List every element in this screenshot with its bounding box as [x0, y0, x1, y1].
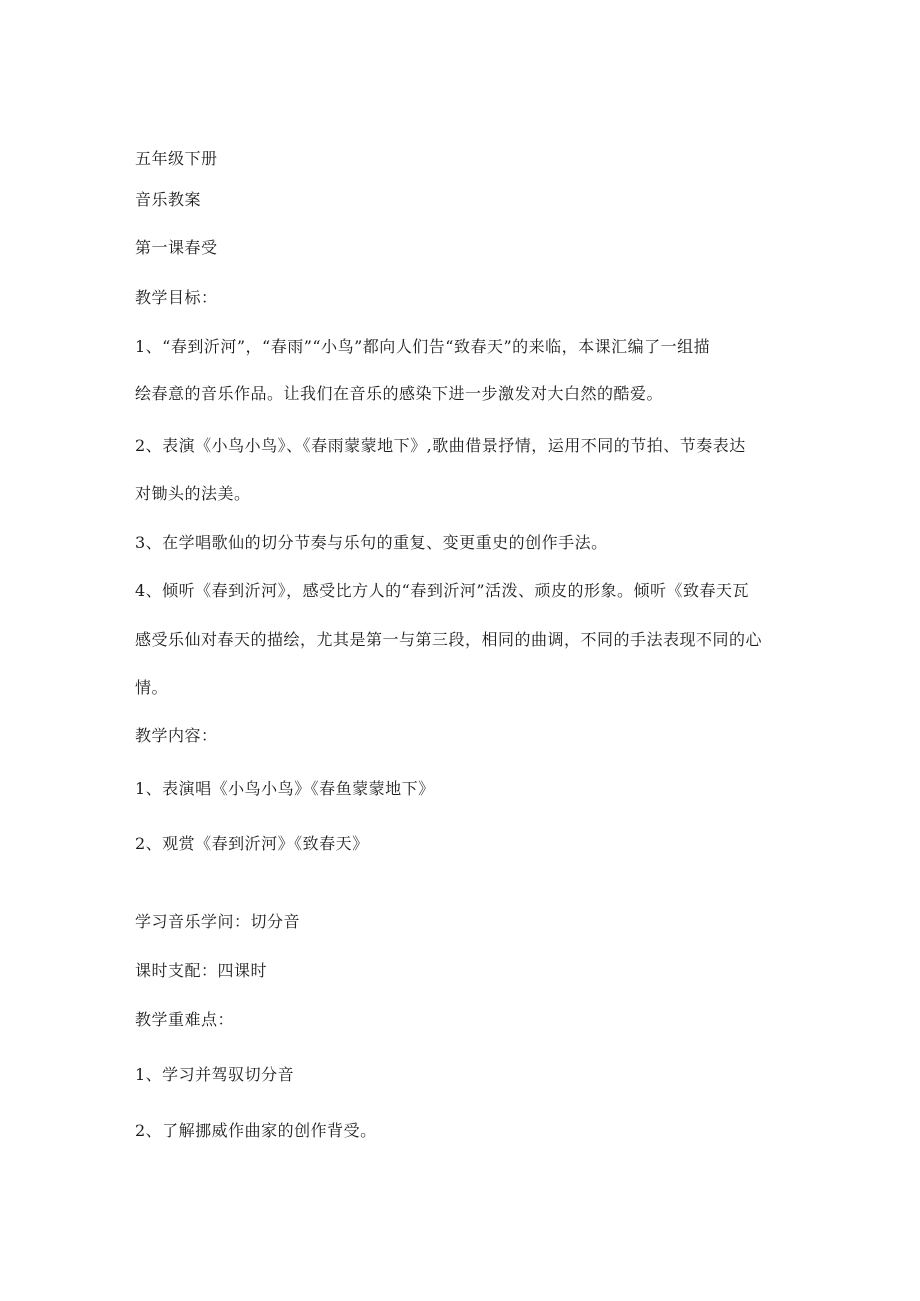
- goals-heading: 教学目标：: [135, 288, 218, 307]
- goal-1-line-1: 1、“春到沂河”，“春雨”“小鸟”都向人们告“致春天”的来临，本课汇编了一组描: [135, 337, 711, 356]
- content-item-1: 1、表演唱《小鸟小鸟》《春鱼蒙蒙地下》: [135, 779, 435, 798]
- goal-4-line-2: 感受乐仙对春天的描绘，尤其是第一与第三段，相同的曲调，不同的手法表现不同的心: [135, 630, 763, 649]
- goal-2-line-2: 对锄头的法美。: [135, 484, 251, 503]
- key-point-2: 2、了解挪威作曲家的创作背受。: [135, 1121, 377, 1140]
- knowledge-line: 学习音乐学问：切分音: [135, 912, 301, 931]
- key-point-1: 1、学习并驾驭切分音: [135, 1065, 295, 1084]
- content-heading: 教学内容：: [135, 726, 218, 745]
- grade-label: 五年级下册: [135, 149, 218, 168]
- goal-2-line-1: 2、表演《小鸟小鸟》、《春雨蒙蒙地下》,歌曲借景抒情，运用不同的节拍、节奏表达: [135, 436, 746, 455]
- content-item-2: 2、观赏《春到沂河》《致春天》: [135, 834, 369, 853]
- goal-4-line-3: 情。: [135, 678, 169, 697]
- key-points-heading: 教学重难点：: [135, 1010, 235, 1029]
- goal-1-line-2: 绘春意的音乐作品。让我们在音乐的感染下进一步激发对大白然的酷爱。: [135, 384, 664, 403]
- schedule-line: 课时支配：四课时: [135, 961, 268, 980]
- goal-3: 3、在学唱歌仙的切分节奏与乐句的重复、变更重史的创作手法。: [135, 533, 608, 552]
- lesson-title: 第一课春受: [135, 238, 218, 257]
- goal-4-line-1: 4、倾听《春到沂河》，感受比方人的“春到沂河”活泼、顽皮的形象。倾听《致春天瓦: [135, 581, 750, 600]
- subject-label: 音乐教案: [135, 190, 202, 209]
